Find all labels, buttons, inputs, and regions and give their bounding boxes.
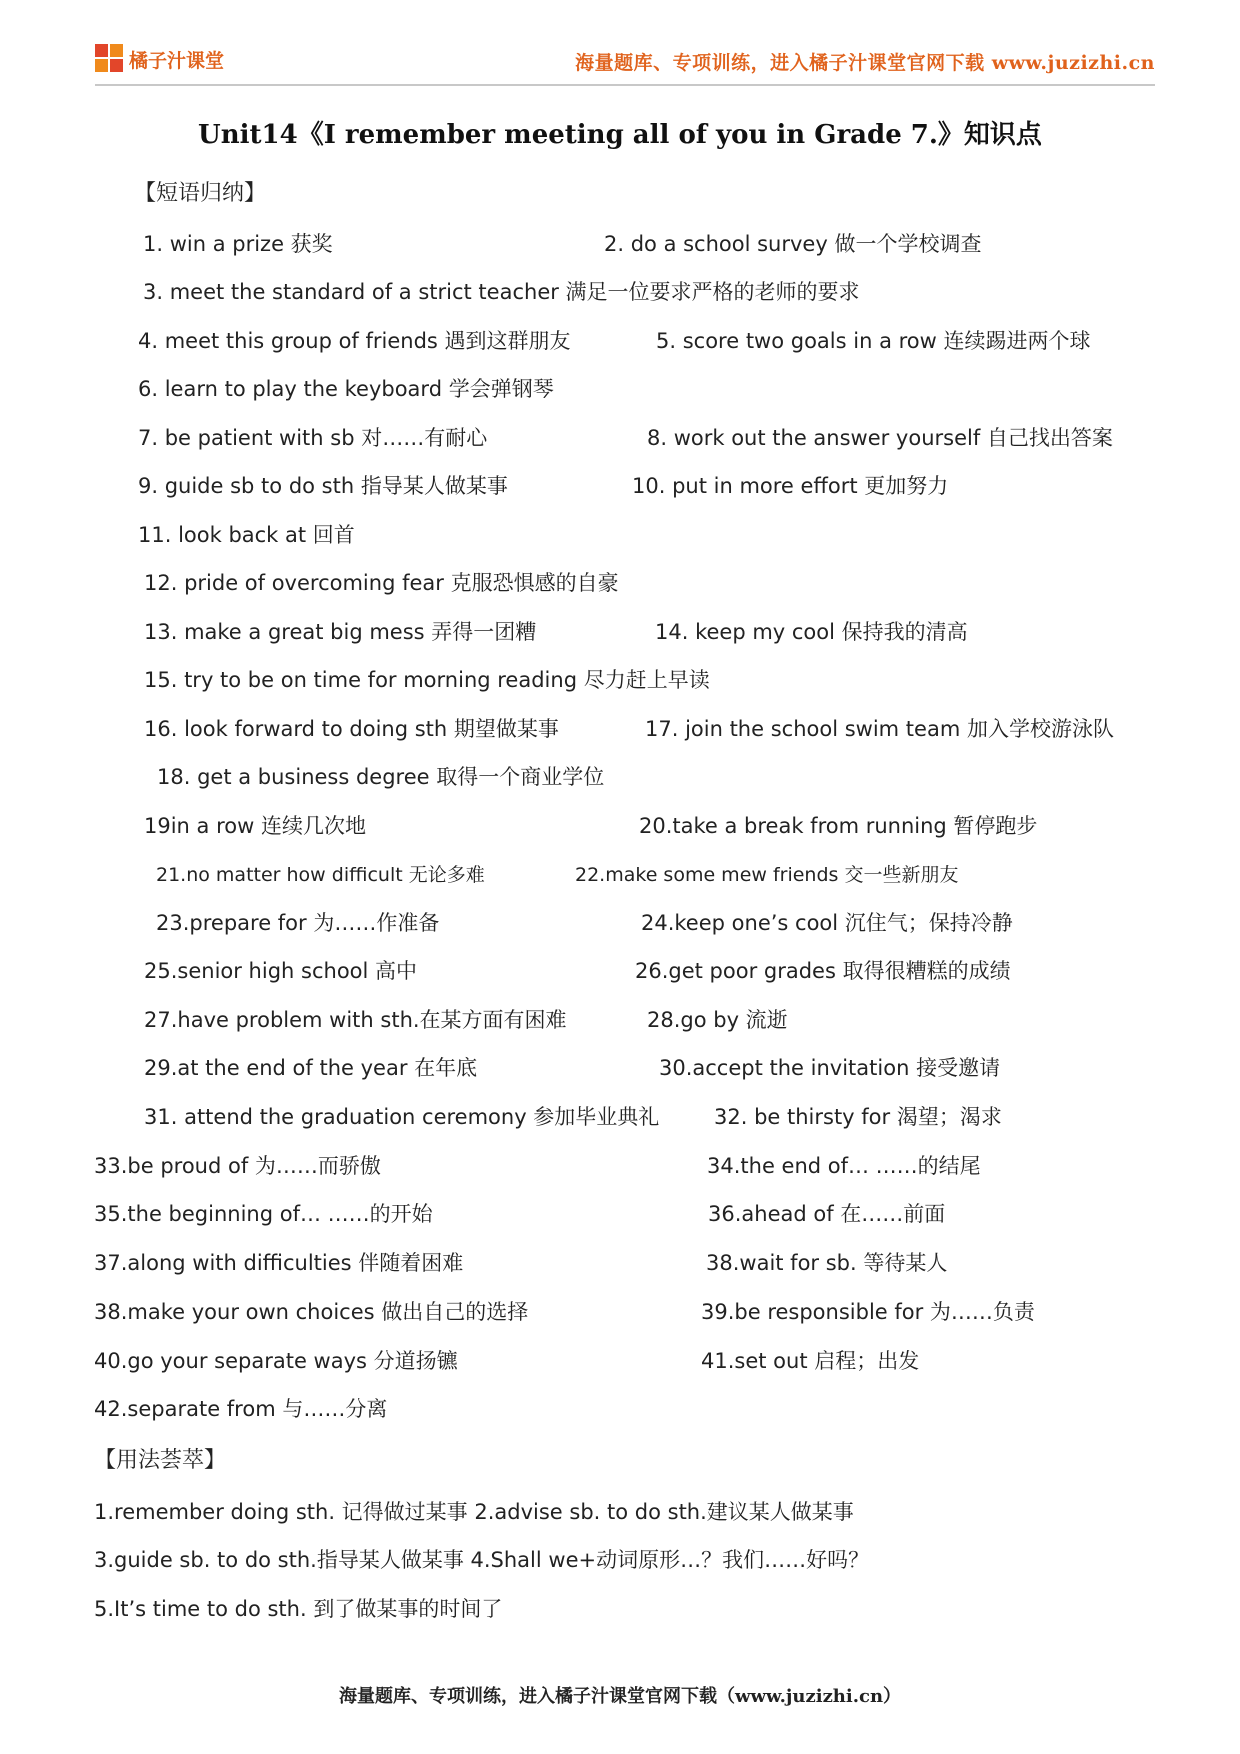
phrase-item: 2. do a school survey 做一个学校调查 — [604, 232, 982, 256]
logo-icon — [95, 44, 125, 74]
phrase-item: 13. make a great big mess 弄得一团糟 — [144, 620, 537, 644]
logo[interactable] — [95, 44, 224, 74]
phrase-item: 28.go by 流逝 — [647, 1008, 788, 1032]
phrase-item: 11. look back at 回首 — [138, 523, 355, 547]
page-footer[interactable]: 海量题库、专项训练，进入橘子汁课堂官网下载（www.juzizhi.cn） — [338, 1686, 902, 1707]
phrase-item: 37.along with difficulties 伴随着困难 — [94, 1251, 464, 1275]
phrase-item: 25.senior high school 高中 — [144, 959, 418, 983]
phrase-item: 18. get a business degree 取得一个商业学位 — [157, 765, 605, 789]
header-slogan[interactable]: 海量题库、专项训练，进入橘子汁课堂官网下载 www.juzizhi.cn — [575, 52, 1155, 74]
phrase-item: 3. meet the standard of a strict teacher 满足一位要求严格的老师的要求 — [143, 280, 860, 304]
phrase-item: 6. learn to play the keyboard 学会弹钢琴 — [138, 377, 554, 401]
phrase-item: 4. meet this group of friends 遇到这群朋友 — [138, 329, 571, 353]
usage-item: 1.remember doing sth. 记得做过某事 2.advise sb. to do sth.建议某人做某事 — [94, 1500, 854, 1524]
phrase-item: 42.separate from 与……分离 — [94, 1397, 388, 1421]
usage-heading: 【用法荟萃】 — [94, 1448, 227, 1473]
logo-text: 橘子汁课堂 — [129, 49, 225, 72]
phrase-item: 27.have problem with sth.在某方面有困难 — [144, 1008, 567, 1032]
phrase-item: 41.set out 启程；出发 — [701, 1349, 920, 1373]
phrase-item: 31. attend the graduation ceremony 参加毕业典礼 — [144, 1105, 660, 1129]
phrase-item: 40.go your separate ways 分道扬镳 — [94, 1349, 458, 1373]
phrase-item: 17. join the school swim team 加入学校游泳队 — [645, 717, 1114, 741]
phrase-item: 10. put in more effort 更加努力 — [632, 474, 949, 498]
phrase-item: 38.wait for sb. 等待某人 — [706, 1251, 948, 1275]
phrase-item: 19in a row 连续几次地 — [144, 814, 366, 838]
phrase-item: 24.keep one’s cool 沉住气；保持冷静 — [641, 911, 1013, 935]
phrase-item: 9. guide sb to do sth 指导某人做某事 — [138, 474, 508, 498]
phrase-item: 23.prepare for 为……作准备 — [156, 911, 440, 935]
phrase-item: 21.no matter how difficult 无论多难 — [156, 864, 485, 886]
phrase-item: 30.accept the invitation 接受邀请 — [659, 1056, 1001, 1080]
phrase-item: 14. keep my cool 保持我的清高 — [655, 620, 968, 644]
usage-item: 5.It’s time to do sth. 到了做某事的时间了 — [94, 1597, 503, 1621]
phrase-item: 5. score two goals in a row 连续踢进两个球 — [656, 329, 1091, 353]
phrase-item: 34.the end of… ……的结尾 — [707, 1154, 981, 1178]
phrase-item: 1. win a prize 获奖 — [143, 232, 333, 256]
phrase-item: 39.be responsible for 为……负责 — [701, 1300, 1035, 1324]
phrase-item: 22.make some mew friends 交一些新朋友 — [575, 864, 959, 886]
page-header — [95, 40, 1155, 86]
phrase-item: 26.get poor grades 取得很糟糕的成绩 — [635, 959, 1011, 983]
phrase-item: 33.be proud of 为……而骄傲 — [94, 1154, 381, 1178]
phrase-item: 20.take a break from running 暂停跑步 — [639, 814, 1038, 838]
page-title: Unit14《I remember meeting all of you in Grade 7.》知识点 — [198, 120, 1042, 150]
phrase-item: 29.at the end of the year 在年底 — [144, 1056, 478, 1080]
usage-item: 3.guide sb. to do sth.指导某人做某事 4.Shall we+动词原形…？我们……好吗？ — [94, 1548, 870, 1572]
phrase-item: 12. pride of overcoming fear 克服恐惧感的自豪 — [144, 571, 619, 595]
phrase-item: 7. be patient with sb 对……有耐心 — [138, 426, 488, 450]
phrase-item: 32. be thirsty for 渴望；渴求 — [714, 1105, 1002, 1129]
phrase-item: 35.the beginning of… ……的开始 — [94, 1202, 433, 1226]
phrase-item: 16. look forward to doing sth 期望做某事 — [144, 717, 559, 741]
phrase-item: 15. try to be on time for morning reading 尽力赶上早读 — [144, 668, 710, 692]
phrases-heading: 【短语归纳】 — [134, 181, 267, 206]
phrase-item: 36.ahead of 在……前面 — [708, 1202, 946, 1226]
phrase-item: 8. work out the answer yourself 自己找出答案 — [647, 426, 1113, 450]
phrase-item: 38.make your own choices 做出自己的选择 — [94, 1300, 529, 1324]
